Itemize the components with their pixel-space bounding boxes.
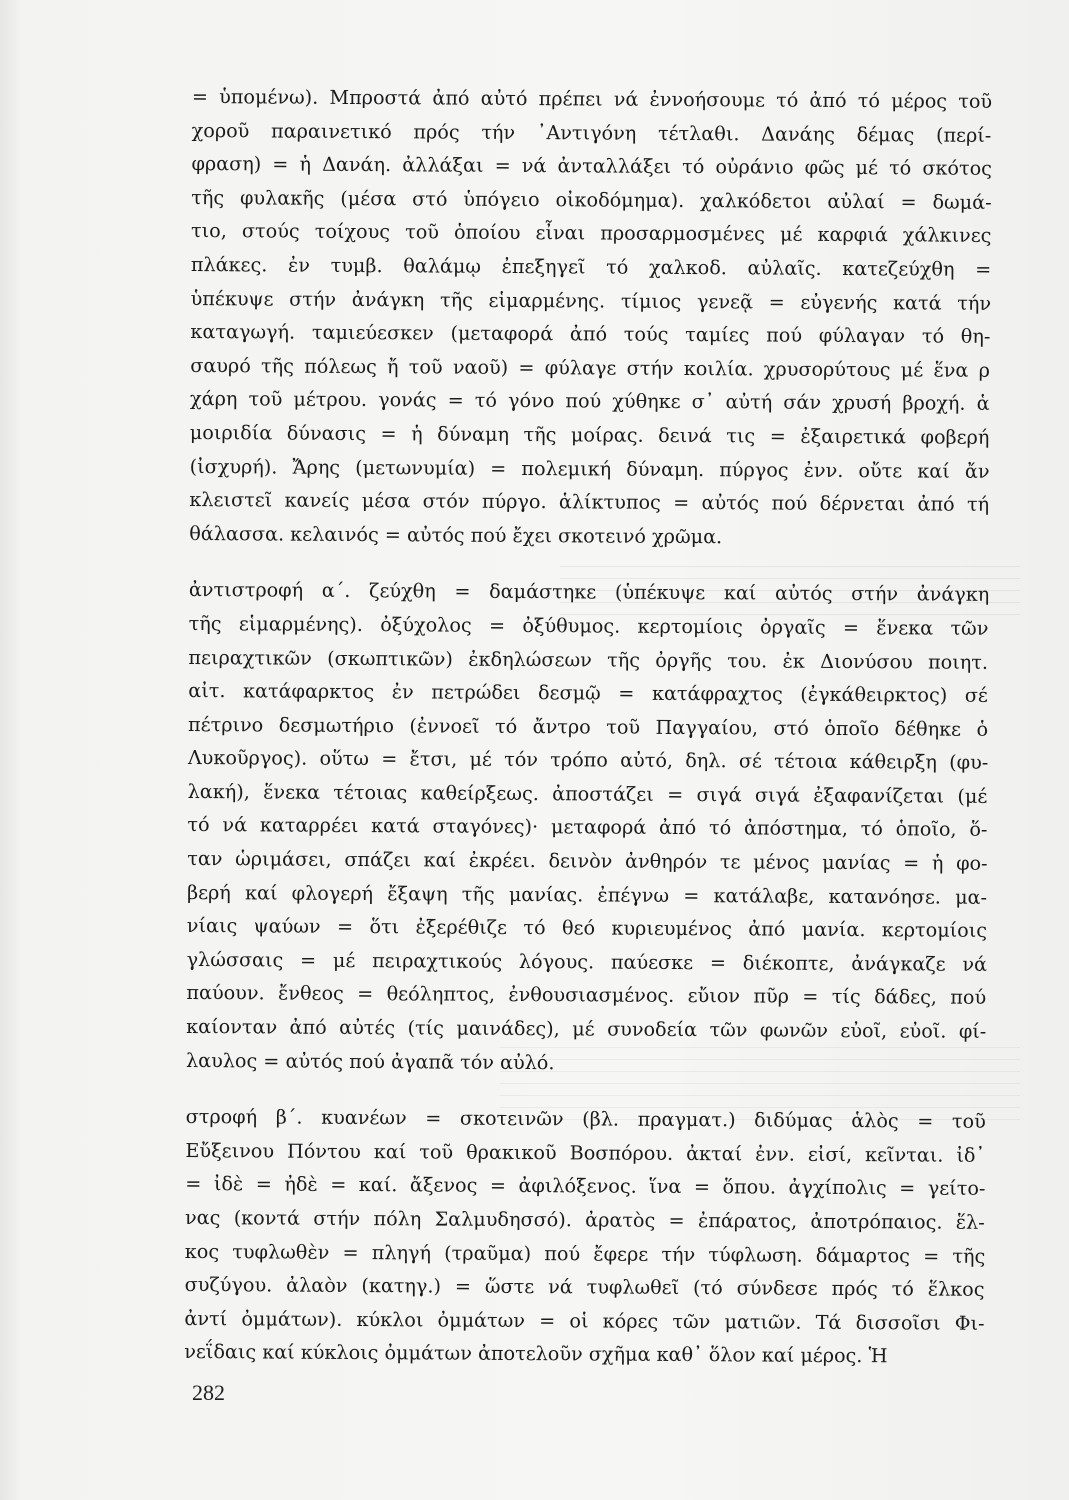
page-number: 282 — [192, 1380, 225, 1405]
text-line: ἀντί ὀμμάτων). κύκλοι ὀμμάτων = οἱ κόρες τῶν ματιῶν. Τά δισσοῖσι Φι- — [184, 1306, 985, 1335]
text-line: νας (κοντά στήν πόλη Σαλμυδησσό). ἀρατὸς = ἐπάρατος, ἀποτρόπαιος. ἕλ- — [184, 1205, 985, 1234]
text-line: κλειστεῖ κανείς μέσα στόν πύργο. ἁλίκτυπος = αὐτός πού δέρνεται ἀπό τή — [189, 488, 990, 517]
text-line: τιο, στούς τοίχους τοῦ ὁποίου εἶναι προσαρμοσμένες μέ καρφιά χάλκινες — [191, 219, 992, 248]
paragraph-1 — [189, 80, 992, 555]
commentary-text — [184, 80, 992, 1374]
text-line: λακή), ἕνεκα τέτοιας καθείρξεως. ἀποστάζει = σιγά σιγά ἐξαφανίζεται (μέ — [187, 779, 988, 808]
text-line: σαυρό τῆς πόλεως ἤ τοῦ ναοῦ) = φύλαγε στήν κοιλία. χρυσορύτους μέ ἕνα ρ — [190, 353, 991, 382]
text-line: τῆς φυλακῆς (μέσα στό ὑπόγειο οἰκοδόμημα). χαλκόδετοι αὐλαί = δωμά- — [191, 185, 992, 214]
paragraph-2 — [186, 573, 989, 1082]
text-line: πειραχτικῶν (σκωπτικῶν) ἐκδηλώσεων τῆς ὀργῆς του. ἐκ Διονύσου ποιητ. — [188, 645, 989, 674]
text-line: καίονταν ἀπό αὐτές (τίς μαινάδες), μέ συνοδεία τῶν φωνῶν εὐοῖ, εὐοῖ. φί- — [186, 1015, 987, 1043]
text-line: = ὑπομένω). Μπροστά ἀπό αὐτό πρέπει νά ἐννοήσουμε τό ἀπό τό μέρος τοῦ — [191, 84, 992, 113]
text-line: βερή καί φλογερή ἔξαψη τῆς μανίας. ἐπέγνω = κατάλαβε, κατανόησε. μα- — [186, 880, 988, 909]
text-line: παύουν. ἔνθεος = θεόληπτος, ἐνθουσιασμένος. εὔιον πῦρ = τίς δάδες, πού — [186, 981, 987, 1010]
text-line: λαυλος = αὐτός πού ἀγαπᾶ τόν αὐλό. — [185, 1048, 555, 1074]
text-line: Λυκοῦργος). οὕτω = ἔτσι, μέ τόν τρόπο αὐτό, δηλ. σέ τέτοια κάθειρξη (φυ- — [187, 746, 988, 775]
text-line: καταγωγή. ταμιεύεσκεν (μεταφορά ἀπό τούς ταμίες πού φύλαγαν τό θη- — [190, 320, 991, 349]
text-line: ὑπέκυψε στήν ἀνάγκη τῆς εἱμαρμένης. τίμιος γενεᾷ = εὐγενής κατά τήν — [190, 286, 991, 315]
text-line: νεΐδαις καί κύκλοις ὀμμάτων ἀποτελοῦν σχῆμα καθ᾿ ὅλον καί μέρος. Ἡ — [184, 1340, 888, 1368]
text-line: θάλασσα. κελαινός = αὐτός πού ἔχει σκοτεινό χρῶμα. — [189, 521, 723, 548]
text-line: τό νά καταρρέει κατά σταγόνες)· μεταφορά ἀπό τό ἀπόστημα, τό ὁποῖο, ὅ- — [187, 813, 988, 842]
text-line: συζύγου. ἀλαὸν (κατηγ.) = ὥστε νά τυφλωθεῖ (τό σύνδεσε πρός τό ἕλκος — [184, 1273, 985, 1302]
paragraph-3 — [184, 1100, 986, 1374]
text-line: τῆς εἱμαρμένης). ὀξύχολος = ὀξύθυμος. κερτομίοις ὀργαῖς = ἕνεκα τῶν — [188, 611, 989, 640]
text-line: ταν ὡριμάσει, σπάζει καί ἐκρέει. δεινὸν ἀνθηρόν τε μένος μανίας = ἡ φο- — [187, 847, 988, 875]
text-line: μοιριδία δύνασις = ἡ δύναμη τῆς μοίρας. δεινά τις = ἐξαιρετικά φοβερή — [189, 420, 990, 449]
text-line: ἀντιστροφή α΄. ζεύχθη = δαμάστηκε (ὑπέκυψε καί αὐτός στήν ἀνάγκη — [188, 578, 989, 607]
text-line: πλάκες. ἐν τυμβ. θαλάμῳ ἐπεξηγεῖ τό χαλκοδ. αὐλαῖς. κατεζεύχθη = — [190, 252, 991, 281]
text-line: = ἰδὲ = ἠδὲ = καί. ἄξενος = ἀφιλόξενος. ἵνα = ὅπου. ἀγχίπολις = γείτο- — [185, 1172, 986, 1201]
text-line: νίαις ψαύων = ὅτι ἐξερέθιζε τό θεό κυριευμένος ἀπό μανία. κερτομίοις — [186, 914, 987, 943]
text-line: (ἰσχυρή). Ἄρης (μετωνυμία) = πολεμική δύναμη. πύργος ἐνν. οὔτε καί ἄν — [189, 454, 990, 483]
text-line: αἰτ. κατάφαρκτος ἐν πετρώδει δεσμῷ = κατάφραχτος (ἐγκάθειρκτος) σέ — [188, 679, 988, 707]
text-line: γλώσσαις = μέ πειραχτικούς λόγους. παύεσκε = διέκοπτε, ἀνάγκαζε νά — [186, 947, 987, 976]
text-line: στροφή β΄. κυανέων = σκοτεινῶν (βλ. πραγματ.) διδύμας ἁλὸς = τοῦ — [185, 1105, 986, 1134]
text-line: κος τυφλωθὲν = πληγή (τραῦμα) πού ἔφερε τήν τύφλωση. δάμαρτος = τῆς — [184, 1239, 985, 1268]
text-line: χοροῦ παραινετικό πρός τήν ᾿Αντιγόνη τέτλαθι. Δανάης δέμας (περί- — [191, 118, 992, 147]
text-line: Εὔξεινου Πόντου καί τοῦ θρακικοῦ Βοσπόρου. ἀκταί ἐνν. εἰσί, κεῖνται. ἰδ᾿ — [185, 1138, 986, 1167]
text-line: φραση) = ἡ Δανάη. ἀλλάξαι = νά ἀνταλλάξει τό οὐράνιο φῶς μέ τό σκότος — [191, 152, 992, 181]
text-line: πέτρινο δεσμωτήριο (ἐννοεῖ τό ἄντρο τοῦ Παγγαίου, στό ὁποῖο δέθηκε ὁ — [187, 712, 989, 741]
text-line: χάρη τοῦ μέτρου. γονάς = τό γόνο πού χύθηκε σ᾿ αὐτή σάν χρυσή βροχή. ἁ — [189, 387, 990, 416]
